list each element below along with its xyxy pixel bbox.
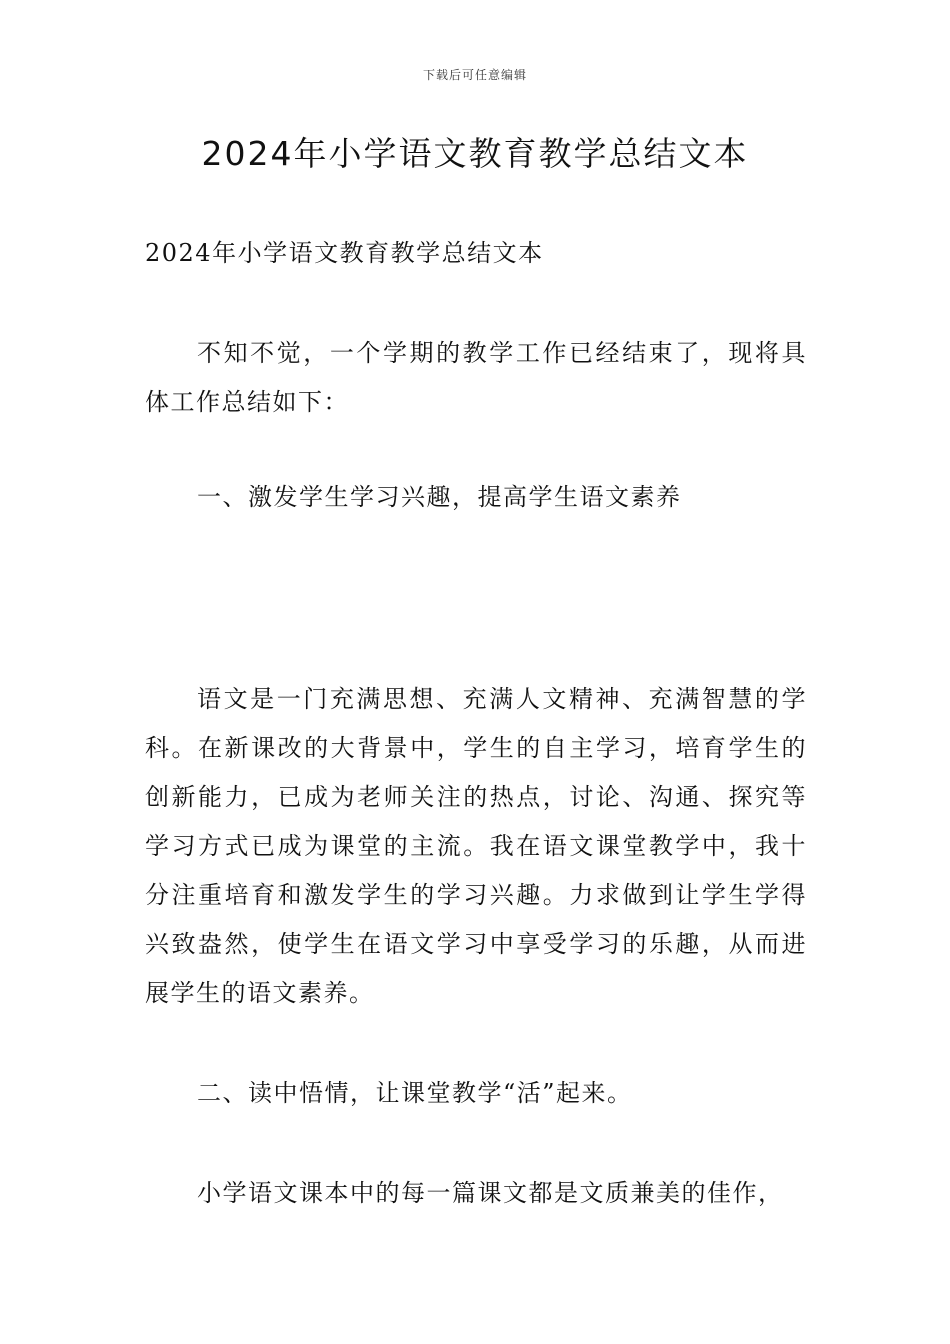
- intro-paragraph: 不知不觉，一个学期的教学工作已经结束了，现将具体工作总结如下：: [145, 339, 807, 416]
- document-subtitle: 2024年小学语文教育教学总结文本: [145, 239, 544, 267]
- section-2-paragraph: 小学语文课本中的每一篇课文都是文质兼美的佳作，: [197, 1179, 784, 1207]
- section-1-paragraph: 语文是一门充满思想、充满人文精神、充满智慧的学科。在新课改的大背景中，学生的自主学习，培育学生的创新能力，已成为老师关注的热点，讨论、沟通、探究等学习方式已成为课堂的主流。我在语文课堂教学中，我十分注重培育和激发学生的学习兴趣。力求做到让学生学得兴致盎然，使学生在语文学习中享受学习的乐趣，从而进展学生的语文素养。: [145, 685, 807, 1007]
- document-title: 2024年小学语文教育教学总结文本: [201, 134, 749, 173]
- header-note: 下载后可任意编辑: [422, 68, 527, 82]
- section-1-heading: 一、激发学生学习兴趣，提高学生语文素养: [197, 483, 682, 511]
- section-2-heading: 二、读中悟情，让课堂教学“活”起来。: [197, 1079, 633, 1107]
